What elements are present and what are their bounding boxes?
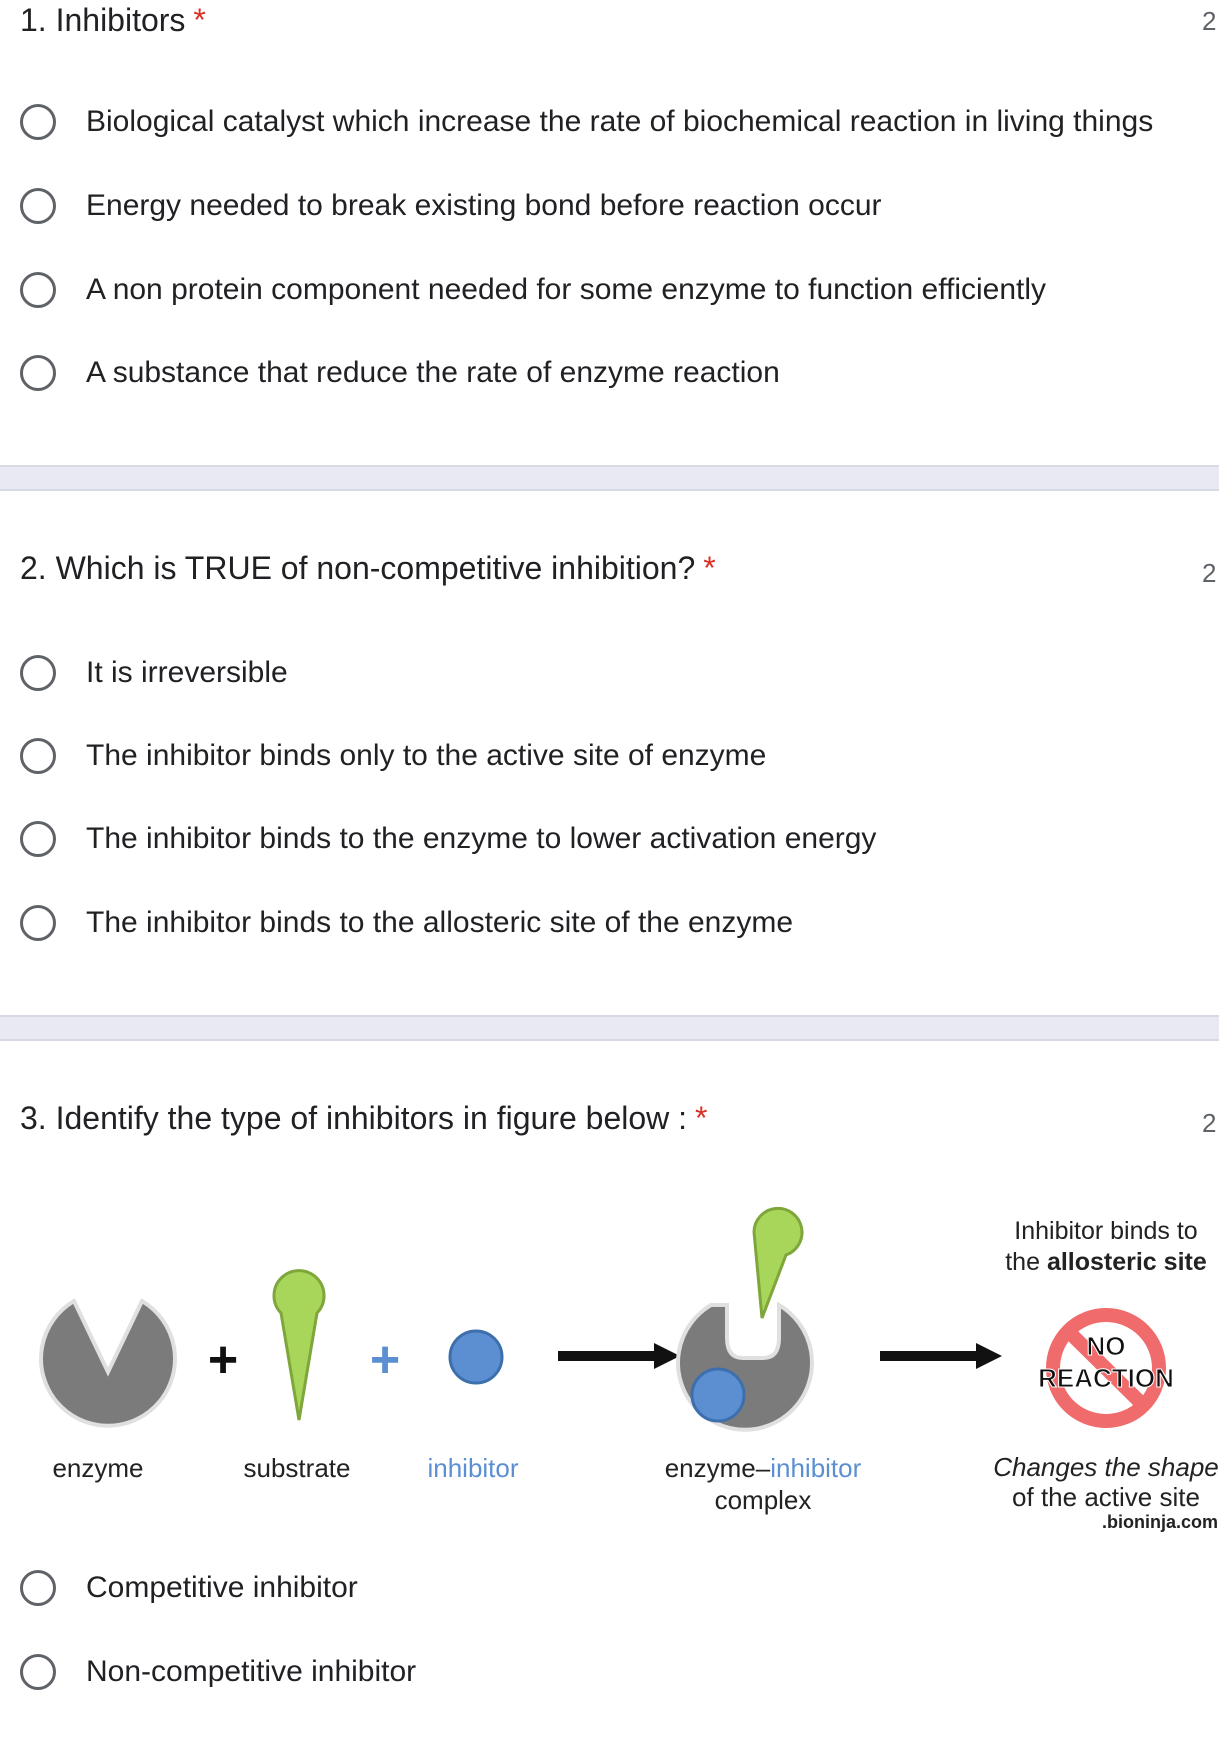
option-radio[interactable] bbox=[20, 1560, 358, 1616]
option-label: Non-competitive inhibitor bbox=[86, 1655, 417, 1688]
plus-sign: + bbox=[369, 1331, 401, 1389]
radio-button[interactable] bbox=[20, 655, 56, 691]
complex-label-line2: complex bbox=[714, 1485, 812, 1515]
binds-bold: allosteric site bbox=[1046, 1248, 1207, 1276]
required-mark: * bbox=[703, 550, 716, 586]
reaction-label: REACTION bbox=[1038, 1363, 1174, 1393]
option-label: The inhibitor binds to the enzyme to lower activation energy bbox=[86, 822, 877, 855]
figure-svg bbox=[18, 1195, 1219, 1540]
question-text: Which is TRUE of non-competitive inhibition? bbox=[55, 550, 696, 586]
arrow-icon bbox=[880, 1343, 1002, 1369]
plus-sign: + bbox=[207, 1331, 239, 1389]
released-substrate-shape bbox=[754, 1208, 802, 1318]
required-mark: * bbox=[193, 2, 206, 38]
section-divider bbox=[0, 1015, 1219, 1041]
points: 2 bbox=[1202, 1108, 1217, 1138]
option-radio[interactable] bbox=[20, 811, 876, 867]
points: 2 bbox=[1202, 558, 1217, 588]
question-text: Identify the type of inhibitors in figure below : bbox=[55, 1100, 688, 1136]
question-number: 1. bbox=[20, 2, 47, 38]
radio-button[interactable] bbox=[20, 1570, 56, 1606]
radio-button[interactable] bbox=[20, 355, 56, 391]
binds-prefix: the bbox=[1005, 1248, 1047, 1276]
radio-button[interactable] bbox=[20, 188, 56, 224]
question-title bbox=[20, 550, 716, 587]
changes-caption-line2: of the active site bbox=[1012, 1482, 1200, 1512]
binds-caption-line1: Inhibitor binds to bbox=[1014, 1217, 1198, 1245]
enzyme-shape bbox=[41, 1301, 175, 1426]
credit-text: .bioninja.com bbox=[1101, 1512, 1218, 1532]
inhibitor-label: inhibitor bbox=[427, 1453, 519, 1483]
question-number: 3. bbox=[20, 1100, 47, 1136]
question-title bbox=[20, 1100, 708, 1137]
option-radio[interactable] bbox=[20, 895, 793, 951]
option-radio[interactable] bbox=[20, 178, 882, 234]
radio-button[interactable] bbox=[20, 821, 56, 857]
radio-button[interactable] bbox=[20, 104, 56, 140]
substrate-shape bbox=[274, 1271, 324, 1420]
option-label: A substance that reduce the rate of enzyme reaction bbox=[86, 356, 780, 389]
radio-button[interactable] bbox=[20, 272, 56, 308]
changes-caption-line1: Changes the shape bbox=[993, 1452, 1219, 1482]
substrate-label: substrate bbox=[243, 1453, 351, 1483]
option-radio[interactable] bbox=[20, 345, 780, 401]
option-label: Competitive inhibitor bbox=[86, 1571, 358, 1604]
bound-inhibitor-shape bbox=[692, 1369, 744, 1421]
binds-caption-line2 bbox=[1005, 1248, 1207, 1276]
option-label: Biological catalyst which increase the rate of biochemical reaction in living things bbox=[86, 105, 1154, 138]
question-title bbox=[20, 2, 206, 39]
option-radio[interactable] bbox=[20, 645, 288, 701]
no-label: NO bbox=[1086, 1331, 1126, 1361]
option-radio[interactable] bbox=[20, 262, 1046, 318]
inhibition-figure bbox=[18, 1195, 1219, 1540]
question-text: Inhibitors bbox=[55, 2, 186, 38]
option-label: The inhibitor binds to the allosteric site of the enzyme bbox=[86, 906, 794, 939]
required-mark: * bbox=[695, 1100, 708, 1136]
complex-part1: enzyme bbox=[664, 1453, 756, 1483]
option-label: It is irreversible bbox=[86, 656, 288, 689]
option-radio[interactable] bbox=[20, 94, 1153, 150]
enzyme-label: enzyme bbox=[52, 1453, 144, 1483]
radio-button[interactable] bbox=[20, 905, 56, 941]
complex-part2: inhibitor bbox=[770, 1453, 862, 1483]
option-radio[interactable] bbox=[20, 1644, 416, 1700]
option-label: Energy needed to break existing bond before reaction occur bbox=[86, 189, 882, 222]
complex-label-line1 bbox=[665, 1453, 862, 1483]
option-label: The inhibitor binds only to the active site of enzyme bbox=[86, 739, 767, 772]
question-number: 2. bbox=[20, 550, 47, 586]
complex-dash: – bbox=[755, 1453, 771, 1483]
radio-button[interactable] bbox=[20, 1654, 56, 1690]
option-radio[interactable] bbox=[20, 728, 766, 784]
option-label: A non protein component needed for some enzyme to function efficiently bbox=[86, 273, 1047, 306]
inhibitor-shape bbox=[450, 1331, 502, 1383]
section-divider bbox=[0, 465, 1219, 491]
radio-button[interactable] bbox=[20, 738, 56, 774]
points: 2 bbox=[1202, 6, 1217, 36]
arrow-icon bbox=[558, 1343, 680, 1369]
